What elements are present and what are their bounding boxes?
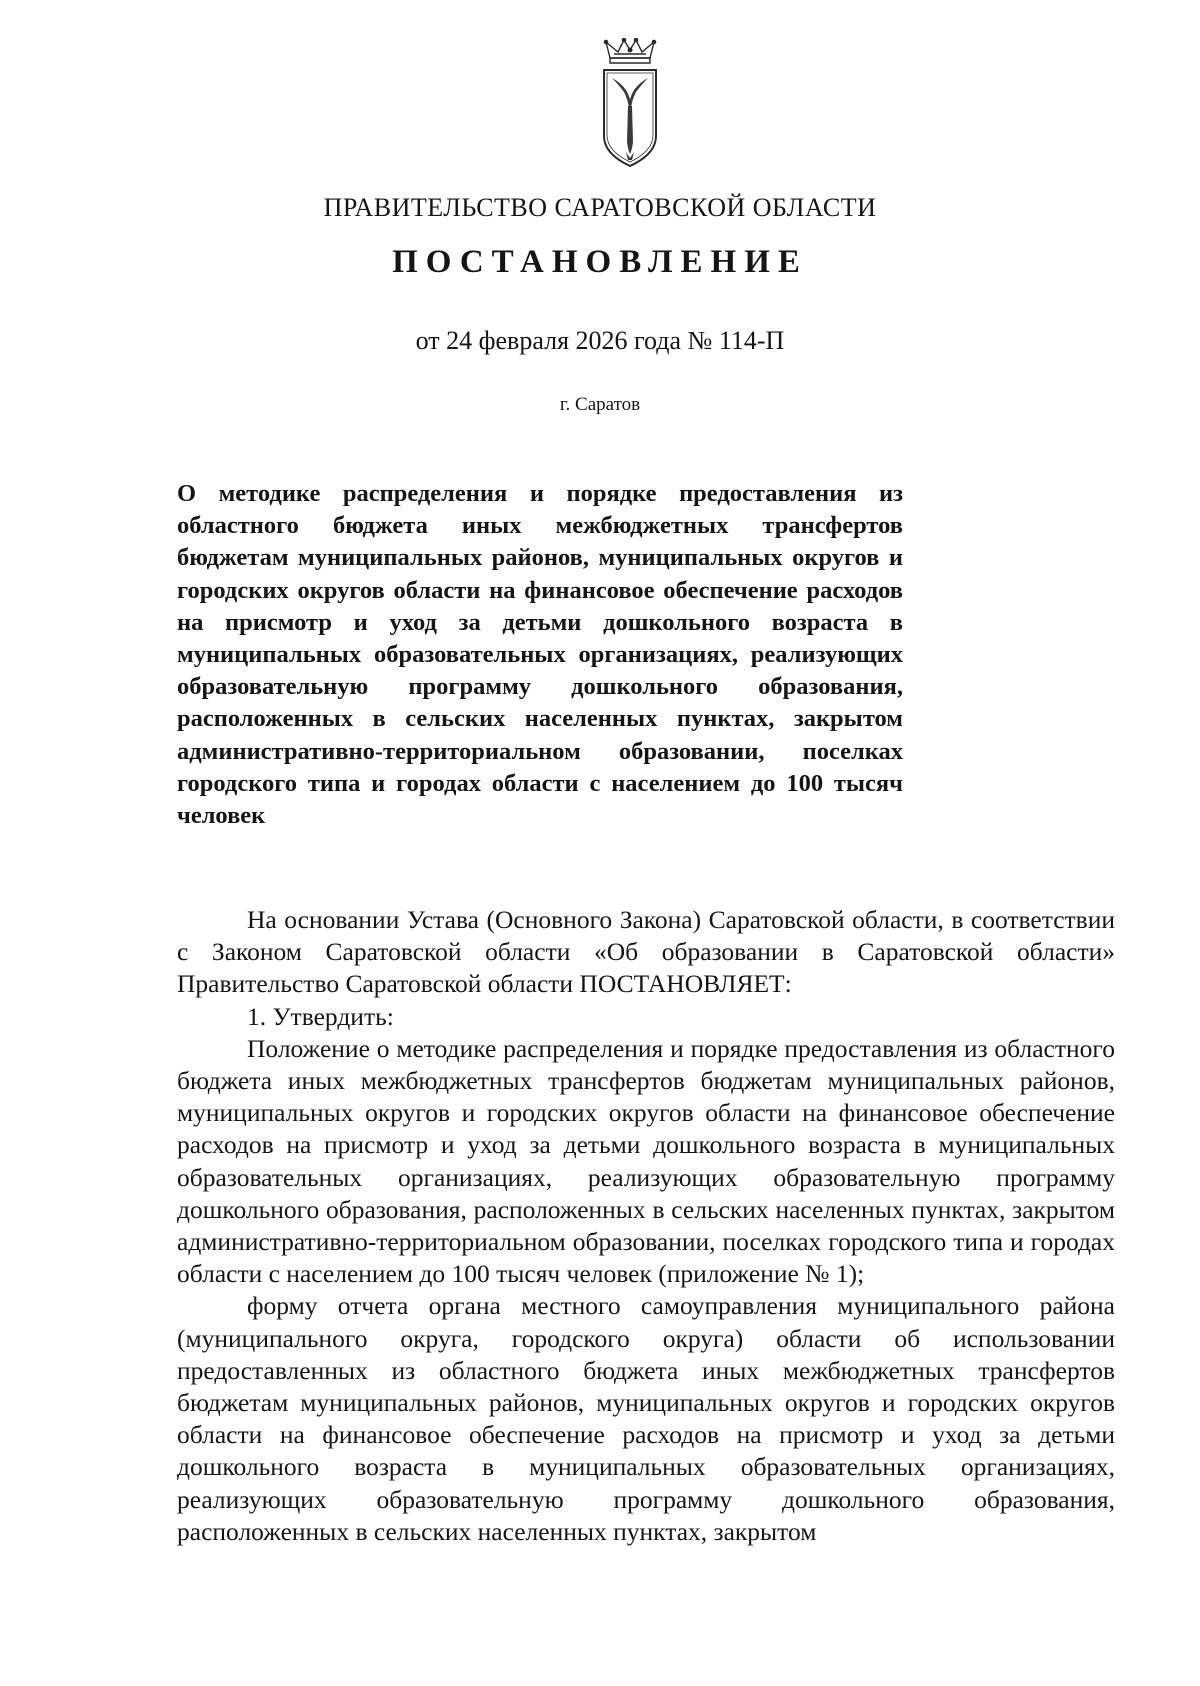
document-title: О методике распределения и порядке предоставления из областного бюджета иных межбюджетных трансфертов бюджетам муниципальных районов, муниципальных округов и городских округов области на финансовое обеспечение расходов на присмотр и уход за детьми дошкольного возраста в муниципальных образовательных организациях, реализующих образовательную программу дошкольного образования, расположенных в сельских населенных пунктах, закрытом административно-территориальном образовании, поселках городского типа и городах области с населением до 100 тысяч человек	[177, 480, 903, 830]
organization-name: ПРАВИТЕЛЬСТВО САРАТОВСКОЙ ОБЛАСТИ	[323, 193, 877, 222]
document-type: ПОСТАНОВЛЕНИЕ	[392, 244, 808, 280]
document-city: г. Саратов	[559, 394, 641, 415]
document-date-number: от 24 февраля 2026 года № 114-П	[415, 326, 785, 355]
item-1-report-form-paragraph: форму отчета органа местного самоуправления муниципального района (муниципального округа, городского округа) области об использовании предоставленных из областного бюджета иных межбюджетных трансфертов бюджетам муниципальных районов, муниципальных округов и городских округов области на финансовое обеспечение расходов на присмотр и уход за детьми дошкольного возраста в муниципальных образовательных организациях, реализующих образовательную программу дошкольного образования, расположенных в сельских населенных пунктах, закрытом	[177, 1291, 1115, 1546]
coat-of-arms-icon	[598, 38, 662, 170]
preamble-paragraph: На основании Устава (Основного Закона) Саратовской области, в соответствии с Законом Саратовской области «Об образовании в Саратовской области» Правительство Саратовской области ПОСТАНОВЛЯЕТ:	[177, 905, 1115, 999]
document-body	[177, 904, 1115, 1548]
item-1-position-paragraph: Положение о методике распределения и порядке предоставления из областного бюджета иных межбюджетных трансфертов бюджетам муниципальных районов, муниципальных округов и городских округов области на финансовое обеспечение расходов на присмотр и уход за детьми дошкольного возраста в муниципальных образовательных организациях, реализующих образовательную программу дошкольного образования, расположенных в сельских населенных пунктах, закрытом административно-территориальном образовании, поселках городского типа и городах области с населением до 100 тысяч человек (приложение № 1);	[177, 1033, 1115, 1289]
item-1-paragraph: 1. Утвердить:	[247, 1001, 394, 1031]
